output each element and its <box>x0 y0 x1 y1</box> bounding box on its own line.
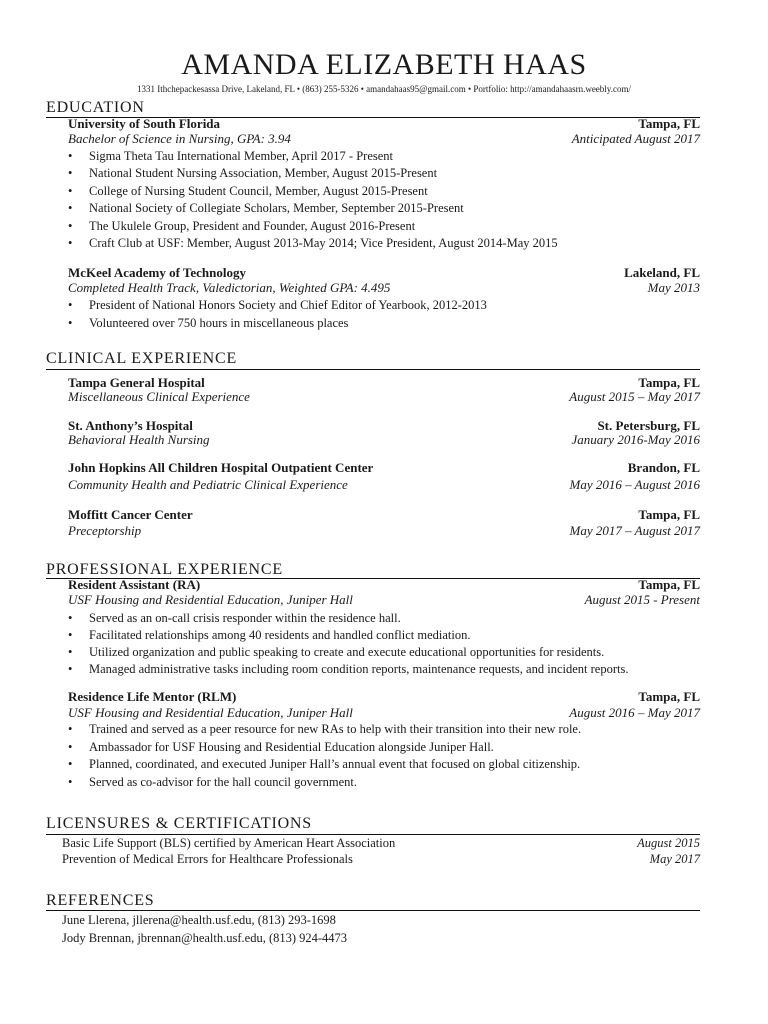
job-location: Tampa, FL <box>638 577 700 592</box>
org-location: Tampa, FL <box>638 507 700 522</box>
org-location: Tampa, FL <box>638 375 700 390</box>
job-title: Resident Assistant (RA) <box>68 577 201 592</box>
bullet-icon: • <box>68 645 73 659</box>
experience-desc: Preceptorship <box>68 523 142 538</box>
job-location: Tampa, FL <box>638 689 700 704</box>
school-location: Tampa, FL <box>638 116 700 131</box>
clinical-entry-row <box>68 460 700 477</box>
resume-name: AMANDA ELIZABETH HAAS <box>181 48 587 81</box>
bullet-icon: • <box>68 166 73 180</box>
bullet-icon: • <box>68 611 73 625</box>
ra-detail-row <box>68 592 700 609</box>
experience-desc: Behavioral Health Nursing <box>68 432 210 447</box>
rlm-row <box>68 689 700 706</box>
bullet-icon: • <box>68 316 73 330</box>
job-title: Residence Life Mentor (RLM) <box>68 689 237 704</box>
bullet-icon: • <box>68 757 73 771</box>
clinical-detail-row <box>68 477 700 494</box>
experience-date: January 2016-May 2016 <box>571 432 700 447</box>
clinical-detail-row <box>68 432 700 449</box>
experience-date: May 2016 – August 2016 <box>569 477 700 492</box>
job-date: August 2015 - Present <box>584 592 700 607</box>
org-location: Brandon, FL <box>627 460 700 475</box>
certification-date: August 2015 <box>637 836 700 850</box>
experience-desc: Miscellaneous Clinical Experience <box>68 389 250 404</box>
clinical-entry-row <box>68 507 700 524</box>
certification-date: May 2017 <box>649 852 700 866</box>
references-heading: REFERENCES <box>46 892 155 909</box>
bullet-icon: • <box>68 628 73 642</box>
education-heading: EDUCATION <box>46 99 145 116</box>
bullet-icon: • <box>68 662 73 676</box>
bullet-icon: • <box>68 740 73 754</box>
degree-date: May 2013 <box>647 280 700 295</box>
school-name: University of South Florida <box>68 116 221 131</box>
bullet-icon: • <box>68 149 73 163</box>
degree-text: Bachelor of Science in Nursing, GPA: 3.94 <box>68 131 291 146</box>
job-org: USF Housing and Residential Education, Juniper Hall <box>68 705 353 720</box>
experience-date: May 2017 – August 2017 <box>569 523 700 538</box>
bullet-icon: • <box>68 219 73 233</box>
school-name: McKeel Academy of Technology <box>68 265 247 280</box>
professional-heading: PROFESSIONAL EXPERIENCE <box>46 561 283 578</box>
certification-name: Prevention of Medical Errors for Healthcare Professionals <box>62 852 353 866</box>
school-location: Lakeland, FL <box>624 265 700 280</box>
clinical-heading: CLINICAL EXPERIENCE <box>46 350 238 367</box>
reference-text: Jody Brennan, jbrennan@health.usf.edu, (813) 924-4473 <box>62 931 348 945</box>
references-divider <box>46 910 700 911</box>
experience-desc: Community Health and Pediatric Clinical Experience <box>68 477 348 492</box>
clinical-divider <box>46 369 700 370</box>
bullet-icon: • <box>68 184 73 198</box>
org-name: John Hopkins All Children Hospital Outpatient Center <box>68 460 374 475</box>
bullet-icon: • <box>68 201 73 215</box>
bullet-icon: • <box>68 722 73 736</box>
contact-line: 1331 Ithchepackesassa Drive, Lakeland, FL • (863) 255-5326 • amandahaas95@gmail.com • Portfolio: http://amandahaasrn.weebly.com/ <box>137 84 631 94</box>
bullet-icon: • <box>68 236 73 250</box>
org-name: St. Anthony’s Hospital <box>68 418 193 433</box>
licensures-heading: LICENSURES & CERTIFICATIONS <box>46 815 312 832</box>
org-name: Tampa General Hospital <box>68 375 205 390</box>
mckeel-degree-row <box>68 280 700 297</box>
clinical-detail-row <box>68 389 700 406</box>
experience-date: August 2015 – May 2017 <box>569 389 700 404</box>
resume-page: AMANDA ELIZABETH HAAS 1331 Ithchepackesassa Drive, Lakeland, FL • (863) 255-5326 • amandahaas95@gmail.com • Portfolio: http://amandahaasrn.weebly.com/ EDUCATION University of South Florida Tampa, FL Bachelor of Science in Nursing, GPA: 3.94 Anticipated August 2017 • Sigma Theta Tau International Member, April 2017 - Present • National Student Nursing Association, Member, August 2015-Present • College of Nursing Student Council, Member, August 2015-Present • National Society of Collegiate Scholars, Member, September 2015-Present • The Ukulele Group, President and Founder, August 2016-Present • Craft Club at USF: Member, August 2013-May 2014; Vice President, August 2014-May 2015 McKeel Academy of Technology Lakeland, FL Completed Health Track, Valedictorian, Weighted GPA: 4.495 May 2013 • President of National Honors Society and Chief Editor of Yearbook, 2012-2013 • Volunteered over 750 hours in miscellaneous places CLINICAL EXPERIENCE Tampa General Hospital Tampa, FL Miscellaneous Clinical Experience August 2015 – May 2017 St. Anthony’s Hospital St. Petersburg, FL Behavioral Health Nursing January 2016-May 2016 John Hopkins All Children Hospital Outpatient Center Brandon, FL Community Health and Pediatric Clinical Experience May 2016 – August 2016 Moffitt Cancer Center Tampa, FL Preceptorship May 2017 – August 2017 PROFESSIONAL EXPERIENCE Resident Assistant (RA) Tampa, FL USF Housing and Residential Education, Juniper Hall August 2015 - Present • Served as an on-call crisis responder within the residence hall. • Facilitated relationships among 40 residents and handled conflict mediation. • Utilized organization and public speaking to create and execute educational opportunities for residents. • Managed administrative tasks including room condition reports, maintenance requests, and incident reports. Residence Life Mentor (RLM) Tampa, FL USF Housing and Residential Education, Juniper Hall August 2016 – May 2017 • Trained and served as a peer resource for new RAs to help with their transition into their new role. • Ambassador for USF Housing and Residential Education alongside Juniper Hall. • Planned, coordinated, and executed Juniper Hall’s annual event that focused on global citizenship. • Served as co-advisor for the hall council government. LICENSURES & CERTIFICATIONS Basic Life Support (BLS) certified by American Heart Association August 2015 Prevention of Medical Errors for Healthcare Professionals May 2017 REFERENCES June Llerena, jllerena@health.usf.edu, (813) 293-1698 Jody Brennan, jbrennan@health.usf.edu, (813) 924-4473 <box>0 0 768 1024</box>
degree-text: Completed Health Track, Valedictorian, Weighted GPA: 4.495 <box>68 280 391 295</box>
bullet-icon: • <box>68 775 73 789</box>
org-location: St. Petersburg, FL <box>597 418 700 433</box>
degree-date: Anticipated August 2017 <box>571 131 700 146</box>
job-org: USF Housing and Residential Education, Juniper Hall <box>68 592 353 607</box>
certification-name: Basic Life Support (BLS) certified by American Heart Association <box>62 836 396 850</box>
job-date: August 2016 – May 2017 <box>569 705 700 720</box>
reference-text: June Llerena, jllerena@health.usf.edu, (813) 293-1698 <box>62 913 336 927</box>
clinical-detail-row <box>68 523 700 540</box>
org-name: Moffitt Cancer Center <box>68 507 193 522</box>
rlm-detail-row <box>68 705 700 722</box>
bullet-icon: • <box>68 298 73 312</box>
usf-degree-row <box>68 131 700 148</box>
